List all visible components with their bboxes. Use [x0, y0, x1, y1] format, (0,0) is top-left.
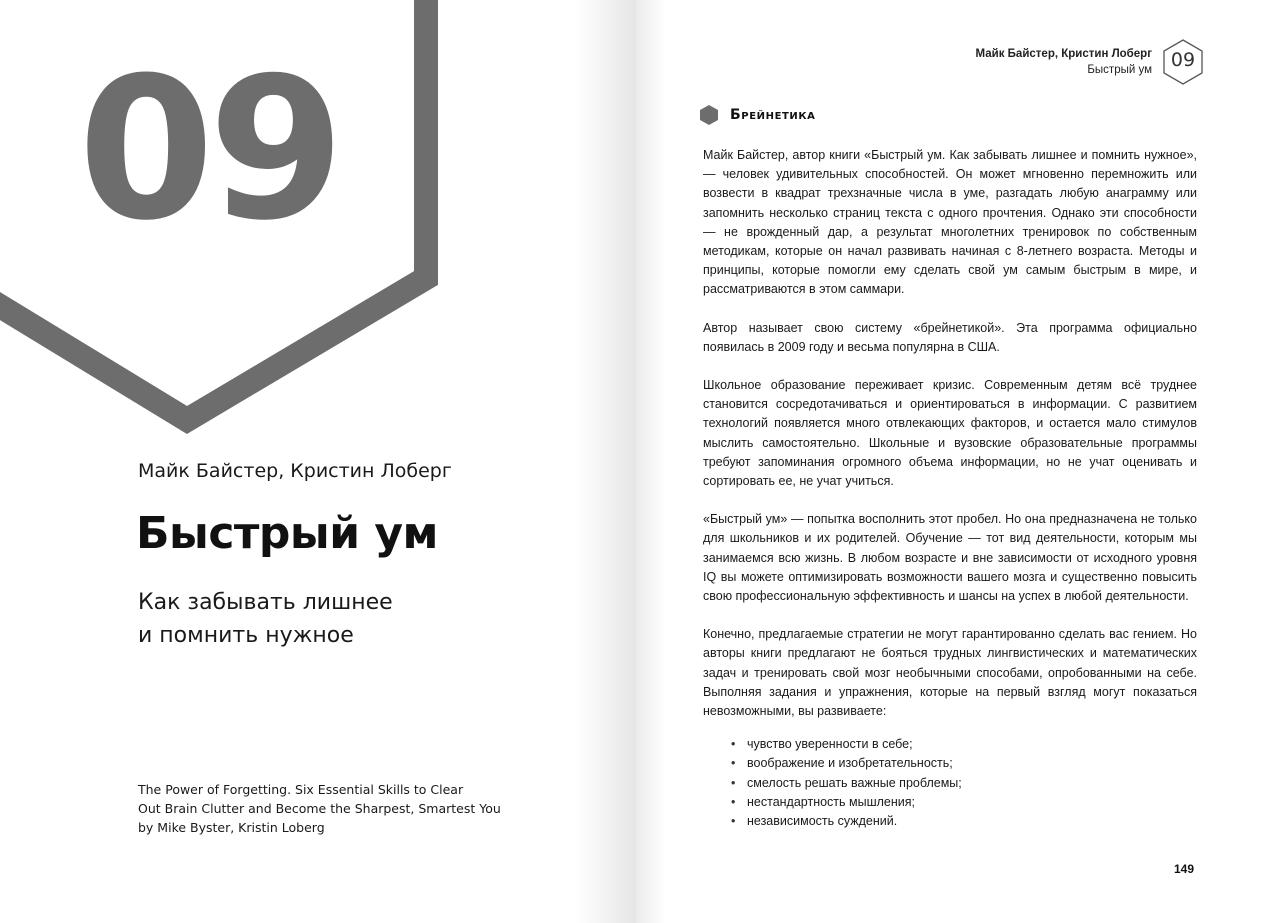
- book-authors: Майк Байстер, Кристин Лоберг: [138, 460, 452, 482]
- section-title: Брейнетика: [730, 107, 816, 123]
- running-head-title: Быстрый ум: [1087, 64, 1152, 76]
- subtitle-line: Как забывать лишнее: [138, 590, 393, 615]
- bullet-item: • воображение и изобретательность;: [731, 754, 1197, 773]
- left-page: [0, 0, 636, 923]
- right-page: [636, 0, 1275, 923]
- paragraph: Майк Байстер, автор книги «Быстрый ум. Как забывать лишнее и помнить нужное», — человек удивительных способностей. Он может мгновенно перемножить или возвести в квадрат трехзначные числа в уме, разгадать любую анаграмму или запомнить несколько страниц текста с одного прочтения. Однако эти способности — не врожденный дар, а результат многолетних тренировок по собственным методикам, которые он начал развивать начиная с 8-летнего возраста. Методы и принципы, которые помогли ему сделать свой ум самым быстрым в мире, и рассматриваются в этом саммари.: [703, 148, 1197, 297]
- body-text: [703, 146, 1197, 831]
- hexagon-icon: [700, 105, 718, 125]
- original-authors-line: by Mike Byster, Kristin Loberg: [138, 820, 325, 835]
- paragraph: Школьное образование переживает кризис. Современным детям всё труднее становится сосредотачиваться и ориентироваться в информации. С развитием технологий появляется много отвлекающих факторов, и остается мало стимулов мыслить самостоятельно. Школьные и вузовские образовательные программы требуют запоминания огромного объема информации, но не учат оценивать и сортировать ее, не учат учиться.: [703, 378, 1197, 489]
- chapter-number: 09: [78, 36, 339, 264]
- subtitle-line: и помнить нужное: [138, 623, 354, 648]
- book-title: Быстрый ум: [136, 508, 438, 559]
- page-number: 149: [1174, 862, 1195, 876]
- bullet-item: • нестандартность мышления;: [731, 793, 1197, 812]
- bullet-item: • независимость суждений.: [731, 812, 1197, 831]
- book-subtitle: [138, 586, 393, 652]
- gutter-shadow: [576, 0, 636, 923]
- original-title-line: The Power of Forgetting. Six Essential Skills to Clear: [138, 782, 464, 797]
- paragraph: «Быстрый ум» — попытка восполнить этот пробел. Но она предназначена не только для школьников и их родителей. Обучение — тот вид деятельности, которым мы занимаемся всю жизнь. В любом возрасте и вне зависимости от исходного уровня IQ вы можете оптимизировать возможности вашего мозга и существенно повысить свою профессиональную эффективность и шансы на успех в любой деятельности.: [703, 512, 1197, 604]
- chapter-badge-number: 09: [1170, 49, 1196, 71]
- running-head: [976, 46, 1152, 78]
- running-head-authors: Майк Байстер, Кристин Лоберг: [975, 48, 1152, 60]
- bullet-list: [731, 735, 1197, 831]
- bullet-item: • чувство уверенности в себе;: [731, 735, 1197, 754]
- section-header: [700, 105, 816, 125]
- original-title-block: [138, 780, 501, 837]
- gutter-shadow: [636, 0, 666, 923]
- original-title-line: Out Brain Clutter and Become the Sharpest, Smartest You: [138, 801, 501, 816]
- paragraph: Автор называет свою систему «брейнетикой». Эта программа официально появилась в 2009 году и весьма популярна в США.: [703, 320, 1197, 354]
- paragraph: Конечно, предлагаемые стратегии не могут гарантированно сделать вас гением. Но авторы книги предлагают не бояться трудных лингвистических и математических задач и тренировать свой мозг необычными способами, опробованными на себе. Выполняя задания и упражнения, которые на первый взгляд могут показаться невозможными, вы развиваете:: [703, 627, 1197, 719]
- bullet-item: • смелость решать важные проблемы;: [731, 774, 1197, 793]
